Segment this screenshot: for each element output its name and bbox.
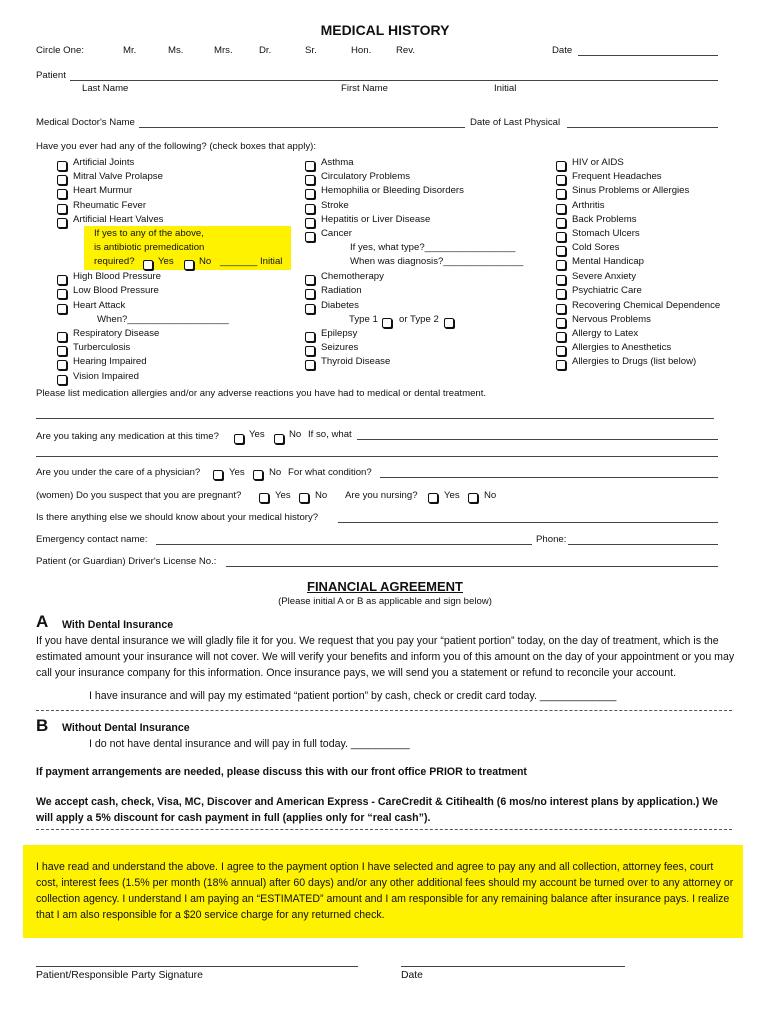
medication-no-checkbox[interactable] (274, 434, 284, 444)
cold-sores-checkbox[interactable] (556, 246, 566, 256)
license-label: Patient (or Guardian) Driver's License No.: (36, 556, 217, 567)
patient-name-field[interactable] (70, 80, 718, 81)
seizures-checkbox[interactable] (305, 346, 315, 356)
divider (36, 829, 732, 830)
artificial-joints-checkbox[interactable] (57, 161, 67, 171)
hemophilia-checkbox[interactable] (305, 189, 315, 199)
title-option-rev[interactable]: Rev. (396, 45, 416, 56)
diabetes-type2-checkbox[interactable] (444, 318, 454, 328)
hiv-aids-checkbox[interactable] (556, 161, 566, 171)
emergency-contact-field[interactable] (156, 544, 532, 545)
drug-allergy-checkbox[interactable] (556, 360, 566, 370)
condition-label: HIV or AIDS (572, 157, 624, 168)
title-option-mr[interactable]: Mr. (123, 45, 137, 56)
stroke-checkbox[interactable] (305, 204, 315, 214)
condition-label: Asthma (321, 157, 354, 168)
epilepsy-checkbox[interactable] (305, 332, 315, 342)
condition-label: Sinus Problems or Allergies (572, 185, 690, 196)
option-b-letter: B (36, 716, 49, 735)
rheumatic-fever-checkbox[interactable] (57, 204, 67, 214)
condition-label: Hearing Impaired (73, 356, 147, 367)
nursing-yes-label: Yes (444, 490, 460, 501)
premed-line-3: required? (94, 256, 135, 267)
respiratory-disease-checkbox[interactable] (57, 332, 67, 342)
diabetes-type1-checkbox[interactable] (382, 318, 392, 328)
physician-question: Are you under the care of a physician? (36, 467, 201, 478)
phone-label: Phone: (536, 534, 567, 545)
type1-label: Type 1 (349, 314, 378, 325)
date-field[interactable] (578, 55, 718, 56)
condition-label: Allergies to Anesthetics (572, 342, 672, 353)
nursing-question: Are you nursing? (345, 490, 418, 501)
stomach-ulcers-checkbox[interactable] (556, 232, 566, 242)
cancer-type-field[interactable]: If yes, what type?_________________ (350, 242, 516, 253)
condition-label: Stroke (321, 200, 349, 211)
phone-field[interactable] (568, 544, 718, 545)
medication-field[interactable] (357, 439, 718, 440)
condition-label: Radiation (321, 285, 362, 296)
pregnant-no-label: No (315, 490, 328, 501)
heart-attack-checkbox[interactable] (57, 304, 67, 314)
medication-no-label: No (289, 429, 302, 440)
condition-label: Epilepsy (321, 328, 358, 339)
condition-label: Artificial Joints (73, 157, 135, 168)
pregnant-no-checkbox[interactable] (299, 493, 309, 503)
premed-yes-label: Yes (158, 256, 174, 267)
premed-no-checkbox[interactable] (184, 260, 194, 270)
high-blood-pressure-checkbox[interactable] (57, 275, 67, 285)
signature-date-field[interactable] (401, 966, 625, 967)
patient-label: Patient (36, 70, 66, 81)
nervous-problems-checkbox[interactable] (556, 318, 566, 328)
nursing-no-label: No (484, 490, 497, 501)
condition-question: For what condition? (288, 467, 372, 478)
medication-field-2[interactable] (36, 456, 718, 457)
condition-label: Rheumatic Fever (73, 200, 147, 211)
emergency-contact-label: Emergency contact name: (36, 534, 148, 545)
agreement-statement: I have read and understand the above. I agree to the payment option I have selected and agree to pay any and all collection, attorney fees, court cost, interest fees (1.5% per month (18% annual) after 60 days) and/or any other additional fees should my account be turned over to any attorney or collection agency. I understand I am paying an “ESTIMATED” amount and I am responsible for any remaining balance after insurance pays. I realize that I am also responsible for a $20 service charge for any returned check. (36, 861, 734, 921)
radiation-checkbox[interactable] (305, 289, 315, 299)
condition-label: Nervous Problems (572, 314, 651, 325)
circle-one-label: Circle One: (36, 45, 84, 56)
condition-label: Cancer (321, 228, 352, 239)
hearing-impaired-checkbox[interactable] (57, 360, 67, 370)
heart-murmur-checkbox[interactable] (57, 189, 67, 199)
option-a-text: If you have dental insurance we will gladly file it for you. We request that you pay your “patient portion” today, on the day of treatment, which is the estimated amount your insurance will not cover. We will verify your benefits and inform you of this amount on the day of your appointment or you may call your insurance company for this information. Once insurance pays, we will send you a statement or refund to reconcile your account. (36, 635, 735, 679)
signature-label: Patient/Responsible Party Signature (36, 970, 203, 981)
hepatitis-checkbox[interactable] (305, 218, 315, 228)
heart-attack-when-field[interactable]: When?___________________ (97, 314, 229, 325)
cancer-diagnosis-field[interactable]: When was diagnosis?_______________ (350, 256, 524, 267)
condition-label: Seizures (321, 342, 359, 353)
medication-yes-label: Yes (249, 429, 265, 440)
condition-label: Low Blood Pressure (73, 285, 159, 296)
title-option-mrs[interactable]: Mrs. (214, 45, 233, 56)
physician-no-label: No (269, 467, 282, 478)
premed-line-1: If yes to any of the above, (94, 228, 204, 239)
condition-label: Thyroid Disease (321, 356, 391, 367)
option-a-heading: With Dental Insurance (62, 619, 174, 631)
chemotherapy-checkbox[interactable] (305, 275, 315, 285)
anything-else-question: Is there anything else we should know about your medical history? (36, 512, 319, 523)
condition-label: Frequent Headaches (572, 171, 662, 182)
condition-label: Allergy to Latex (572, 328, 639, 339)
payment-arrangements-note: If payment arrangements are needed, please discuss this with our front office PRIOR to treatment (36, 766, 527, 778)
nursing-no-checkbox[interactable] (468, 493, 478, 503)
severe-anxiety-checkbox[interactable] (556, 275, 566, 285)
title-option-hon[interactable]: Hon. (351, 45, 372, 56)
doctor-name-label: Medical Doctor's Name (36, 117, 135, 128)
divider (36, 710, 732, 711)
latex-allergy-checkbox[interactable] (556, 332, 566, 342)
financial-title: FINANCIAL AGREEMENT (307, 579, 463, 594)
anesthetics-allergy-checkbox[interactable] (556, 346, 566, 356)
pregnant-yes-label: Yes (275, 490, 291, 501)
allergies-question: Please list medication allergies and/or any adverse reactions you have had to medical or dental treatment. (36, 388, 487, 399)
premed-no-label: No (199, 256, 212, 267)
if-so-what-label: If so, what (308, 429, 352, 440)
payment-methods-note: We accept cash, check, Visa, MC, Discover and American Express - CareCredit & Citihealth (6 mos/no interest plans by application.) We will apply a 5% discount for cash payment in full (applies only for “real cash”). (36, 796, 718, 824)
condition-label: Respiratory Disease (73, 328, 160, 339)
option-b-initial-field[interactable]: I do not have dental insurance and will pay in full today. __________ (89, 738, 410, 750)
chemical-dependence-checkbox[interactable] (556, 304, 566, 314)
premed-yes-checkbox[interactable] (143, 260, 153, 270)
condition-label: Mitral Valve Prolapse (73, 171, 163, 182)
financial-subtitle: (Please initial A or B as applicable and sign below) (278, 596, 492, 607)
asthma-checkbox[interactable] (305, 161, 315, 171)
allergies-field[interactable] (36, 418, 714, 419)
condition-label: Chemotherapy (321, 271, 384, 282)
condition-label: Diabetes (321, 300, 359, 311)
condition-label: Severe Anxiety (572, 271, 636, 282)
condition-label: Mental Handicap (572, 256, 644, 267)
first-name-caption: First Name (341, 83, 388, 94)
physician-yes-label: Yes (229, 467, 245, 478)
pregnant-yes-checkbox[interactable] (259, 493, 269, 503)
premed-line-2: is antibiotic premedication (94, 242, 205, 253)
option-b-heading: Without Dental Insurance (62, 722, 190, 734)
last-physical-field[interactable] (567, 127, 718, 128)
artificial-heart-valves-checkbox[interactable] (57, 218, 67, 228)
condition-label: Arthritis (572, 200, 605, 211)
thyroid-disease-checkbox[interactable] (305, 360, 315, 370)
psychiatric-care-checkbox[interactable] (556, 289, 566, 299)
condition-label: Back Problems (572, 214, 637, 225)
type2-label: or Type 2 (399, 314, 439, 325)
date-label: Date (552, 45, 573, 56)
mitral-valve-checkbox[interactable] (57, 175, 67, 185)
condition-label: Psychiatric Care (572, 285, 642, 296)
sinus-problems-checkbox[interactable] (556, 189, 566, 199)
condition-label: Hemophilia or Bleeding Disorders (321, 185, 464, 196)
back-problems-checkbox[interactable] (556, 218, 566, 228)
title-option-sr[interactable]: Sr. (305, 45, 317, 56)
nursing-yes-checkbox[interactable] (428, 493, 438, 503)
conditions-question: Have you ever had any of the following? (check boxes that apply): (36, 141, 316, 152)
page-title: MEDICAL HISTORY (320, 22, 450, 38)
condition-label: Recovering Chemical Dependence (572, 300, 721, 311)
vision-impaired-checkbox[interactable] (57, 375, 67, 385)
doctor-name-field[interactable] (139, 127, 465, 128)
initial-caption: Initial (494, 83, 517, 94)
circulatory-problems-checkbox[interactable] (305, 175, 315, 185)
anything-else-field[interactable] (338, 522, 718, 523)
medication-question: Are you taking any medication at this time? (36, 431, 219, 442)
mental-handicap-checkbox[interactable] (556, 260, 566, 270)
low-blood-pressure-checkbox[interactable] (57, 289, 67, 299)
premed-initial-field[interactable]: _______ Initial (220, 256, 283, 267)
physician-no-checkbox[interactable] (253, 470, 263, 480)
last-physical-label: Date of Last Physical (470, 117, 561, 128)
condition-label: Heart Attack (73, 300, 126, 311)
title-option-ms[interactable]: Ms. (168, 45, 184, 56)
option-a-initial-field[interactable]: I have insurance and will pay my estimated “patient portion” by cash, check or credit card today. _____________ (89, 690, 617, 702)
frequent-headaches-checkbox[interactable] (556, 175, 566, 185)
condition-field[interactable] (380, 477, 718, 478)
signature-field[interactable] (36, 966, 358, 967)
physician-yes-checkbox[interactable] (213, 470, 223, 480)
medication-yes-checkbox[interactable] (234, 434, 244, 444)
signature-date-label: Date (401, 970, 423, 981)
condition-label: Turberculosis (73, 342, 131, 353)
tuberculosis-checkbox[interactable] (57, 346, 67, 356)
license-field[interactable] (226, 566, 718, 567)
condition-label: Hepatitis or Liver Disease (321, 214, 431, 225)
arthritis-checkbox[interactable] (556, 204, 566, 214)
condition-label: Circulatory Problems (321, 171, 411, 182)
title-option-dr[interactable]: Dr. (259, 45, 272, 56)
diabetes-checkbox[interactable] (305, 304, 315, 314)
condition-label: Artificial Heart Valves (73, 214, 164, 225)
option-a-letter: A (36, 612, 49, 631)
last-name-caption: Last Name (82, 83, 129, 94)
condition-label: Stomach Ulcers (572, 228, 640, 239)
condition-label: High Blood Pressure (73, 271, 161, 282)
condition-label: Cold Sores (572, 242, 620, 253)
pregnant-question: (women) Do you suspect that you are pregnant? (36, 490, 242, 501)
condition-label: Heart Murmur (73, 185, 133, 196)
condition-label: Allergies to Drugs (list below) (572, 356, 697, 367)
condition-label: Vision Impaired (73, 371, 139, 382)
cancer-checkbox[interactable] (305, 232, 315, 242)
